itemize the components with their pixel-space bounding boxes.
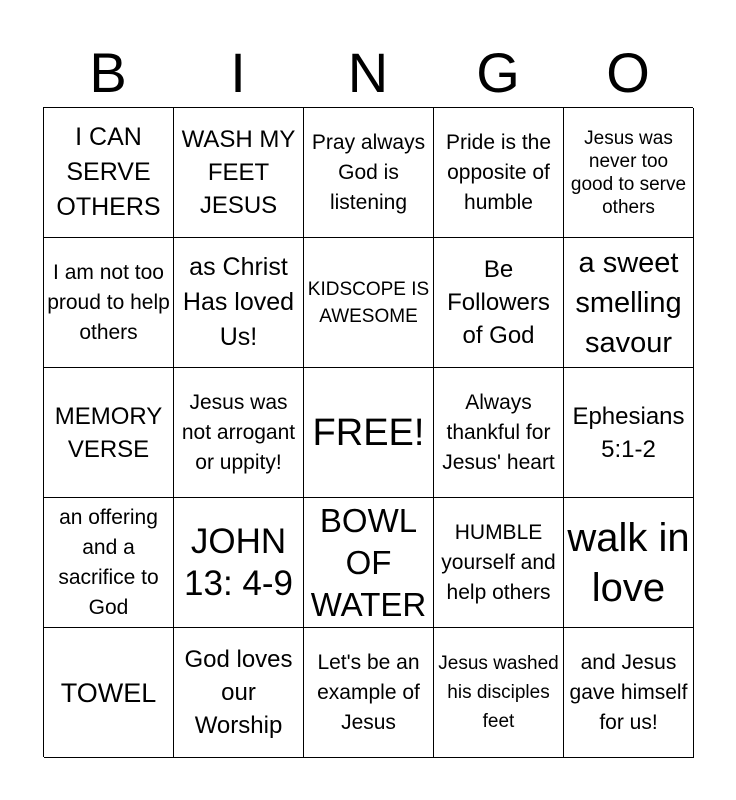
cell-text: as Christ Has loved Us! — [182, 253, 295, 351]
cell-text: WASH MY FEET JESUS — [181, 126, 296, 219]
cell-text: Jesus was not arrogant or uppity! — [181, 390, 296, 474]
cell-text: JOHN 13: 4-9 — [184, 521, 293, 603]
cell-text: a sweet smelling savour — [575, 246, 682, 359]
bingo-cell-r2c5[interactable] — [564, 238, 694, 368]
header-letter-n: N — [347, 41, 389, 104]
cell-text: God loves our Worship — [184, 646, 293, 739]
header-letter-o: O — [606, 41, 650, 104]
bingo-cell-r1c4[interactable] — [434, 108, 564, 238]
bingo-cell-r2c3[interactable] — [304, 238, 434, 368]
bingo-cell-r4c3[interactable] — [304, 498, 434, 628]
bingo-cell-r4c1[interactable] — [44, 498, 174, 628]
bingo-cell-r1c5[interactable] — [564, 108, 694, 238]
cell-text: and Jesus gave himself for us! — [569, 650, 688, 734]
bingo-cell-r2c2[interactable] — [174, 238, 304, 368]
bingo-header — [43, 40, 693, 106]
bingo-cell-r3c4[interactable] — [434, 368, 564, 498]
cell-text: I am not too proud to help others — [47, 260, 170, 344]
cell-text: an offering and a sacrifice to God — [58, 505, 159, 619]
bingo-cell-r5c4[interactable] — [434, 628, 564, 758]
cell-text: walk in love — [567, 515, 690, 610]
cell-text: Let's be an example of Jesus — [317, 650, 420, 734]
bingo-cell-r5c1[interactable] — [44, 628, 174, 758]
free-space-cell[interactable] — [304, 368, 434, 498]
bingo-cell-r1c2[interactable] — [174, 108, 304, 238]
cell-text: Pride is the opposite of humble — [445, 130, 552, 214]
cell-text: Be Followers of God — [447, 256, 550, 349]
bingo-cell-r5c2[interactable] — [174, 628, 304, 758]
cell-text: Jesus was never too good to serve others — [570, 127, 687, 218]
cell-text: MEMORY VERSE — [54, 402, 163, 463]
bingo-cell-r2c4[interactable] — [434, 238, 564, 368]
bingo-cell-r3c5[interactable] — [564, 368, 694, 498]
bingo-cell-r3c2[interactable] — [174, 368, 304, 498]
cell-text: TOWEL — [60, 677, 157, 708]
cell-text: KIDSCOPE IS AWESOME — [307, 278, 430, 327]
header-letter-b: B — [89, 41, 127, 104]
bingo-cell-r3c1[interactable] — [44, 368, 174, 498]
cell-text: I CAN SERVE OTHERS — [56, 123, 161, 221]
bingo-cell-r4c2[interactable] — [174, 498, 304, 628]
header-letter-i: I — [230, 41, 246, 104]
bingo-cell-r4c4[interactable] — [434, 498, 564, 628]
cell-text: BOWL OF WATER — [310, 501, 427, 623]
bingo-cell-r5c3[interactable] — [304, 628, 434, 758]
cell-text: Always thankful for Jesus' heart — [442, 390, 555, 474]
bingo-grid — [43, 107, 693, 757]
bingo-cell-r5c5[interactable] — [564, 628, 694, 758]
cell-text: Pray always God is listening — [311, 130, 426, 214]
bingo-cell-r2c1[interactable] — [44, 238, 174, 368]
bingo-cell-r1c3[interactable] — [304, 108, 434, 238]
bingo-cell-r4c5[interactable] — [564, 498, 694, 628]
cell-text: Ephesians 5:1-2 — [572, 402, 685, 463]
cell-text: Jesus washed his disciples feet — [438, 653, 559, 732]
cell-text: FREE! — [312, 411, 425, 454]
bingo-cell-r1c1[interactable] — [44, 108, 174, 238]
header-letter-g: G — [476, 41, 520, 104]
cell-text: HUMBLE yourself and help others — [441, 520, 556, 604]
